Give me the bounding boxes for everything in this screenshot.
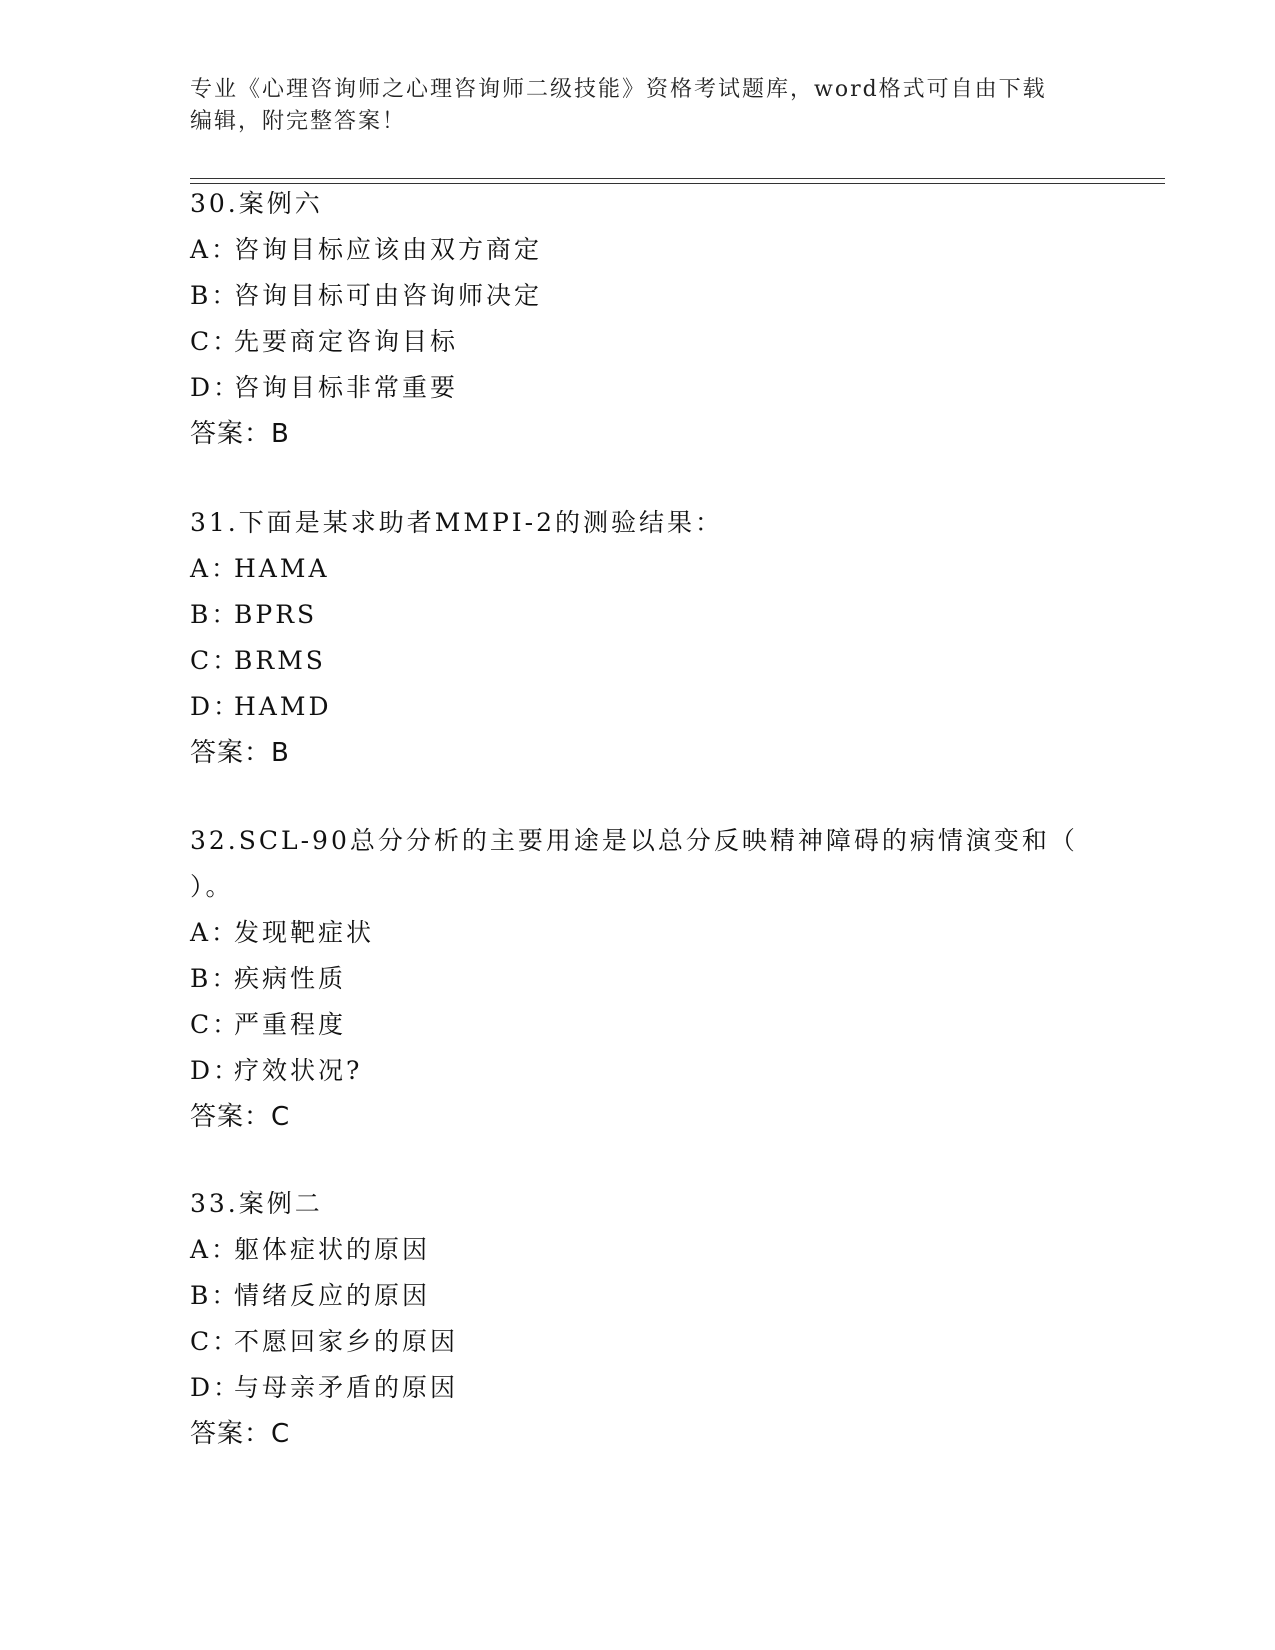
answer: 答案：C — [190, 1102, 291, 1132]
option-c — [190, 319, 1090, 365]
option-text: 先要商定咨询目标 — [234, 327, 459, 356]
option-b — [190, 956, 1090, 1002]
option-text: 躯体症状的原因 — [234, 1235, 431, 1264]
option-text: 咨询目标可由咨询师决定 — [234, 281, 543, 310]
option-key: C： — [190, 1010, 241, 1039]
option-key: B： — [190, 964, 240, 993]
question-31 — [190, 500, 1090, 776]
option-text: 咨询目标非常重要 — [234, 373, 459, 402]
question-stem: 31.下面是某求助者MMPI-2的测验结果： — [190, 508, 724, 537]
document-header — [190, 74, 1090, 138]
option-key: B： — [190, 1281, 240, 1310]
option-c — [190, 1002, 1090, 1048]
option-c — [190, 1319, 1090, 1365]
option-d — [190, 365, 1090, 411]
option-key: A： — [190, 918, 240, 947]
option-key: B： — [190, 281, 240, 310]
option-key: C： — [190, 646, 241, 675]
option-d — [190, 1048, 1090, 1094]
option-b — [190, 273, 1090, 319]
question-30 — [190, 181, 1090, 457]
option-key: D： — [190, 373, 242, 402]
option-text: HAMD — [234, 692, 332, 721]
option-text: 疗效状况? — [234, 1056, 363, 1085]
option-b — [190, 1273, 1090, 1319]
option-a — [190, 546, 1090, 592]
header-line-2: 编辑，附完整答案！ — [190, 109, 407, 134]
question-33 — [190, 1181, 1090, 1457]
question-stem-continued: ）。 — [190, 872, 234, 901]
option-text: 咨询目标应该由双方商定 — [234, 235, 543, 264]
option-key: D： — [190, 692, 242, 721]
option-key: B： — [190, 600, 240, 629]
option-text: 发现靶症状 — [234, 918, 375, 947]
option-key: C： — [190, 327, 241, 356]
option-a — [190, 1227, 1090, 1273]
question-stem: 33.案例二 — [190, 1189, 323, 1218]
question-stem: 32.SCL-90总分分析的主要用途是以总分反映精神障碍的病情演变和（ — [190, 826, 1078, 855]
option-c — [190, 638, 1090, 684]
option-key: D： — [190, 1373, 242, 1402]
option-text: 情绪反应的原因 — [234, 1281, 431, 1310]
option-text: BRMS — [234, 646, 326, 675]
option-key: C： — [190, 1327, 241, 1356]
header-line-1: 专业《心理咨询师之心理咨询师二级技能》资格考试题库，word格式可自由下载 — [190, 77, 1047, 102]
option-text: BPRS — [234, 600, 318, 629]
option-b — [190, 592, 1090, 638]
question-32 — [190, 818, 1090, 1140]
option-a — [190, 910, 1090, 956]
option-text: HAMA — [234, 554, 330, 583]
option-text: 疾病性质 — [234, 964, 347, 993]
option-key: A： — [190, 554, 240, 583]
option-key: A： — [190, 1235, 240, 1264]
answer: 答案：C — [190, 1419, 291, 1449]
option-d — [190, 684, 1090, 730]
answer: 答案：B — [190, 738, 290, 768]
option-key: A： — [190, 235, 240, 264]
header-divider-top — [190, 178, 1165, 179]
option-key: D： — [190, 1056, 242, 1085]
question-stem: 30.案例六 — [190, 189, 323, 218]
option-text: 不愿回家乡的原因 — [234, 1327, 459, 1356]
option-a — [190, 227, 1090, 273]
answer: 答案：B — [190, 419, 290, 449]
option-d — [190, 1365, 1090, 1411]
option-text: 严重程度 — [234, 1010, 347, 1039]
option-text: 与母亲矛盾的原因 — [234, 1373, 459, 1402]
